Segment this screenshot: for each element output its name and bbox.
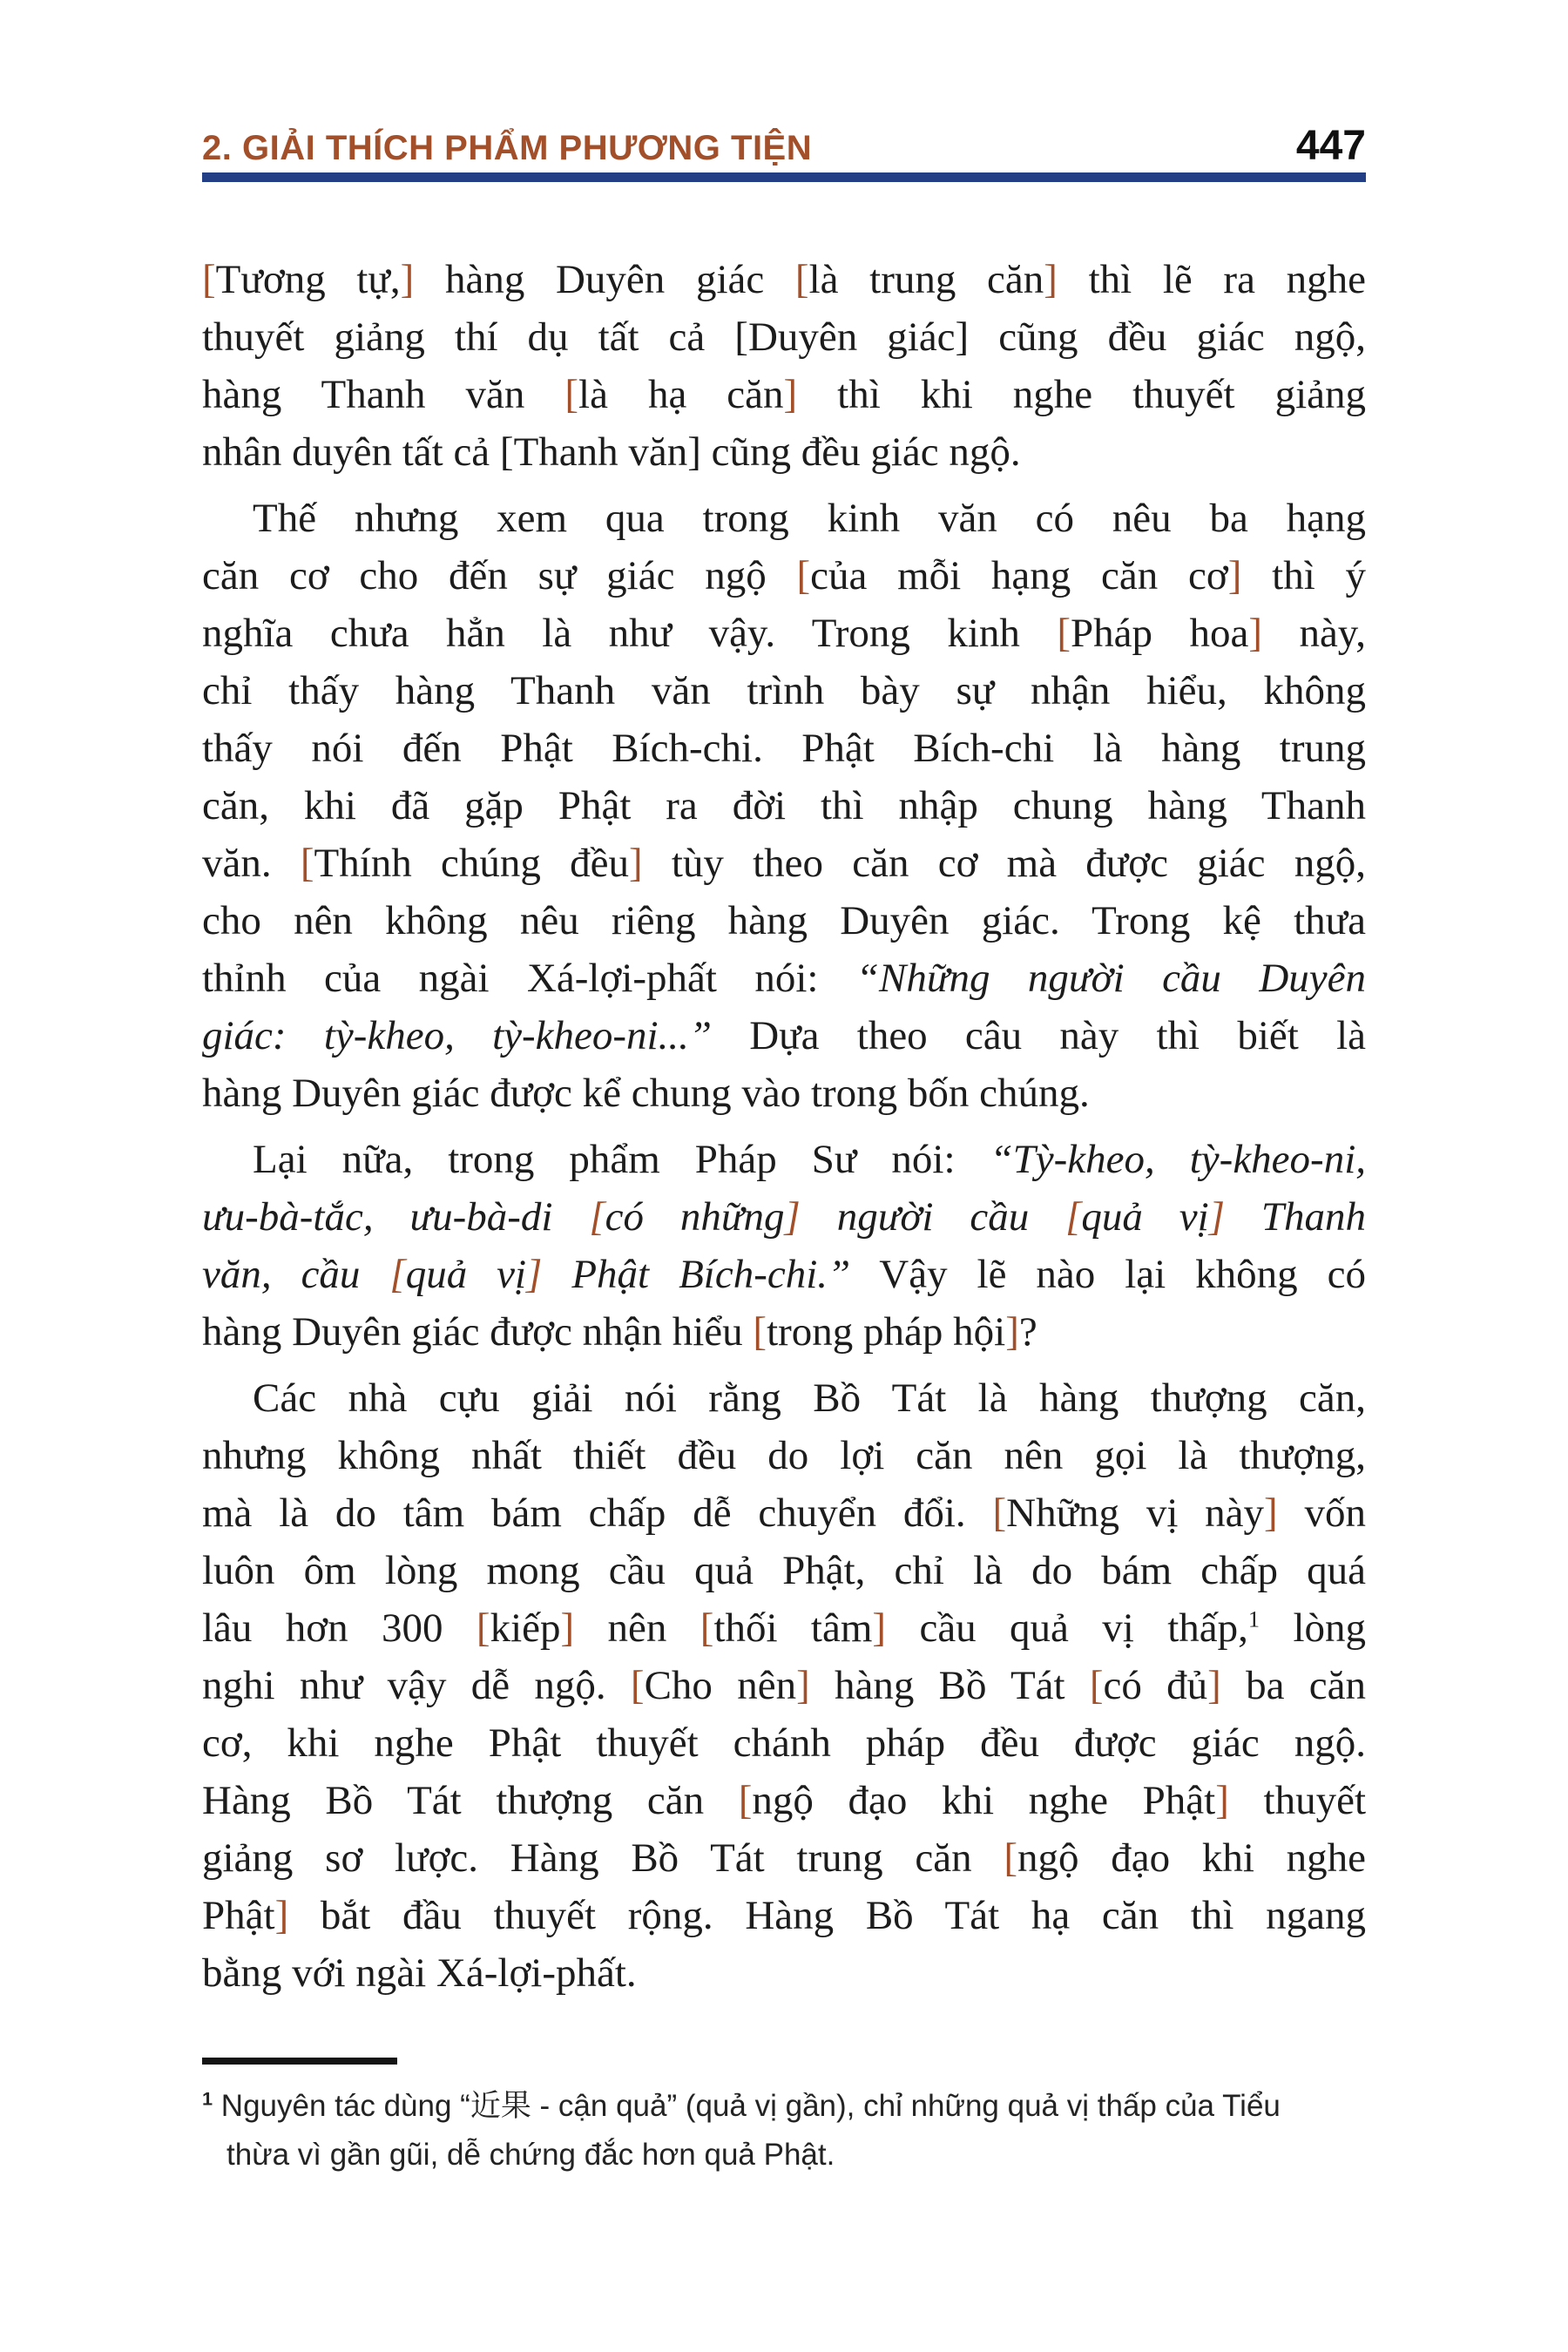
text-line [202,1188,1366,1246]
text-run: thì khi nghe thuyết giảng [797,372,1366,417]
text-run: ? [1018,1309,1037,1355]
text-line [202,547,1366,605]
text-run: nhưng không nhất thiết đều do lợi căn nên gọi là thượng, [202,1433,1366,1478]
text-run: căn cơ cho đến sự giác ngộ [202,553,797,598]
footnote-line: thừa vì gần gũi, dễ chứng đắc hơn quả Phật. [226,2138,835,2172]
text-run: văn, cầu [202,1252,390,1297]
text-run: Cho nên [644,1663,797,1708]
text-run: ] [1264,1490,1278,1536]
text-run: Thế nhưng xem qua trong kinh văn có nêu ba hạng [253,496,1366,541]
text-run: quả vị [1081,1194,1209,1240]
text-run: hàng Duyên giác [414,257,795,302]
text-run: ] [400,257,415,302]
footnote-text: Nguyên tác dùng “近果 - cận quả” (quả vị gần), chỉ những quả vị thấp của Tiểu [220,2089,1281,2123]
text-run: ] [783,372,798,417]
paragraph [202,490,1366,1122]
text-line [202,950,1366,1007]
text-run: Lại nữa, trong phẩm Pháp Sư nói: [253,1137,990,1182]
text-run: Hàng Bồ Tát thượng căn [202,1778,739,1823]
text-run: ] [274,1893,289,1938]
text-line [202,308,1366,366]
text-run: văn. [202,841,301,886]
footnote-separator [202,2058,397,2065]
text-run: kiếp [490,1605,561,1651]
text-run: ] [1227,553,1242,598]
text-run: thuyết [1228,1778,1366,1823]
text-run: Pháp hoa [1071,611,1249,656]
text-run: “Tỳ-kheo, tỳ-kheo-ni, [990,1137,1367,1182]
text-run: Phật [202,1893,275,1938]
text-line [202,1599,1366,1657]
text-run: thấy nói đến Phật Bích-chi. Phật Bích-chi là hàng trung [202,726,1366,771]
text-run: bắt đầu thuyết rộng. Hàng Bồ Tát hạ căn thì ngang [288,1893,1366,1938]
text-run: quả vị [405,1252,527,1297]
text-run: vốn [1277,1490,1366,1536]
text-run: hàng Duyên giác được nhận hiểu [202,1309,754,1355]
text-run: ] [1005,1309,1019,1355]
text-run: [ [564,372,579,417]
text-run: nhân duyên tất cả [Thanh văn] cũng đều giác ngộ. [202,429,1021,475]
paragraph [202,251,1366,481]
text-line [202,1427,1366,1484]
text-line [202,1944,1366,2002]
text-run: thì lẽ ra nghe [1057,257,1366,302]
text-run: ] [784,1194,801,1240]
text-run: nghi như vậy dễ ngộ. [202,1663,631,1708]
page-header [202,125,1366,167]
text-run: lòng [1260,1605,1366,1651]
text-run: nghĩa chưa hẳn là như vậy. Trong kinh [202,611,1058,656]
text-line [202,490,1366,547]
text-line [202,1007,1366,1064]
text-run: [ [202,257,216,302]
chapter-header: 2. GIẢI THÍCH PHẨM PHƯƠNG TIỆN [202,129,813,167]
text-run: [ [630,1663,645,1708]
text-run: ba căn [1220,1663,1366,1708]
text-run: ngộ đạo khi nghe Phật [752,1778,1216,1823]
text-line [202,1829,1366,1887]
text-run: giảng sơ lược. Hàng Bồ Tát trung căn [202,1835,1004,1881]
text-line [202,1246,1366,1303]
text-run: [ [753,1309,767,1355]
text-run: lâu hơn 300 [202,1605,476,1651]
paragraph [202,1369,1366,2002]
text-run: [ [389,1252,406,1297]
text-run: [ [992,1490,1007,1536]
text-run: “Những người cầu Duyên [855,956,1366,1001]
text-run: [ [1057,611,1071,656]
text-run: giác: tỳ-kheo, tỳ-kheo-ni...” [202,1013,712,1058]
text-line [202,1369,1366,1427]
text-run: chỉ thấy hàng Thanh văn trình bày sự nhận hiểu, không [202,668,1366,713]
text-run: hàng Duyên giác được kể chung vào trong bốn chúng. [202,1071,1090,1116]
text-run: thuyết giảng thí dụ tất cả [Duyên giác] cũng đều giác ngộ, [202,314,1366,360]
text-run: [ [700,1605,714,1651]
text-run: Thính chúng đều [314,841,629,886]
text-run: là trung căn [808,257,1044,302]
text-run: thối tâm [713,1605,873,1651]
text-run: [ [300,841,314,886]
text-run: [ [1004,1835,1017,1881]
text-run: ưu-bà-tắc, ưu-bà-di [202,1194,590,1240]
text-run: bằng với ngài Xá-lợi-phất. [202,1950,637,1996]
text-run: mà là do tâm bám chấp dễ chuyển đổi. [202,1490,993,1536]
text-run: Thanh [1224,1194,1366,1240]
text-line [202,366,1366,423]
text-run: ] [796,1663,810,1708]
text-run: ] [872,1605,887,1651]
text-run: là hạ căn [578,372,784,417]
text-run: [ [794,257,809,302]
text-line [202,1657,1366,1714]
page-number: 447 [1295,123,1366,169]
text-run: thỉnh của ngài Xá-lợi-phất nói: [202,956,856,1001]
text-run: ] [1044,257,1058,302]
text-line [202,777,1366,835]
text-run: ] [526,1252,543,1297]
paragraph [202,1131,1366,1361]
text-run: [ [1065,1194,1082,1240]
text-run: ] [1215,1778,1229,1823]
text-run: Phật Bích-chi.” [542,1252,851,1297]
text-run: ] [560,1605,575,1651]
text-line [202,251,1366,308]
text-line [202,1542,1366,1599]
text-run: hàng Thanh văn [202,372,565,417]
text-run: ] [1248,611,1262,656]
text-line [202,892,1366,950]
text-line [202,835,1366,892]
footnote-marker: 1 [202,2087,213,2110]
text-run: ] [1207,1663,1221,1708]
text-run: Tương tự, [215,257,401,302]
text-run: [ [589,1194,605,1240]
text-run: ] [1208,1194,1225,1240]
text-run: trong pháp hội [767,1309,1006,1355]
text-run: của mỗi hạng căn cơ [810,553,1228,598]
text-run: có những [605,1194,785,1240]
text-line [202,1484,1366,1542]
text-run: người cầu [800,1194,1066,1240]
text-run: cầu quả vị thấp, [886,1605,1248,1651]
text-run: Vậy lẽ nào lại không có [850,1252,1367,1297]
text-run: [ [796,553,811,598]
text-run: cho nên không nêu riêng hàng Duyên giác. Trong kệ thưa [202,898,1366,943]
text-run: nên [574,1605,700,1651]
text-run: căn, khi đã gặp Phật ra đời thì nhập chung hàng Thanh [202,783,1366,828]
text-line [202,1887,1366,1944]
text-line [202,423,1366,481]
text-run: [ [1089,1663,1104,1708]
text-line [202,662,1366,720]
text-run: Dựa theo câu này thì biết là [712,1013,1366,1058]
text-run: này, [1262,611,1366,656]
text-run: luôn ôm lòng mong cầu quả Phật, chỉ là do bám chấp quá [202,1548,1366,1593]
text-run: ngộ đạo khi nghe [1017,1835,1366,1881]
footnote [202,2082,1397,2180]
text-run: thì ý [1241,553,1367,598]
text-line [202,605,1366,662]
text-run: tùy theo căn cơ mà được giác ngộ, [642,841,1366,886]
body-text [202,251,1366,2011]
text-run: có đủ [1103,1663,1208,1708]
text-run: hàng Bồ Tát [809,1663,1090,1708]
footnote-line [202,2082,1397,2131]
text-line [202,720,1366,777]
text-run: Các nhà cựu giải nói rằng Bồ Tát là hàng thượng căn, [253,1375,1366,1421]
text-line [202,1064,1366,1122]
text-line [202,1772,1366,1829]
footnote-ref: 1 [1247,1606,1260,1632]
text-run: Những vị này [1006,1490,1265,1536]
text-line [202,1303,1366,1361]
header-rule [202,172,1366,182]
text-line [202,1131,1366,1188]
text-line [202,1714,1366,1772]
text-run: cơ, khi nghe Phật thuyết chánh pháp đều được giác ngộ. [202,1720,1366,1766]
text-run: [ [738,1778,753,1823]
text-run: [ [476,1605,490,1651]
text-run: ] [628,841,643,886]
